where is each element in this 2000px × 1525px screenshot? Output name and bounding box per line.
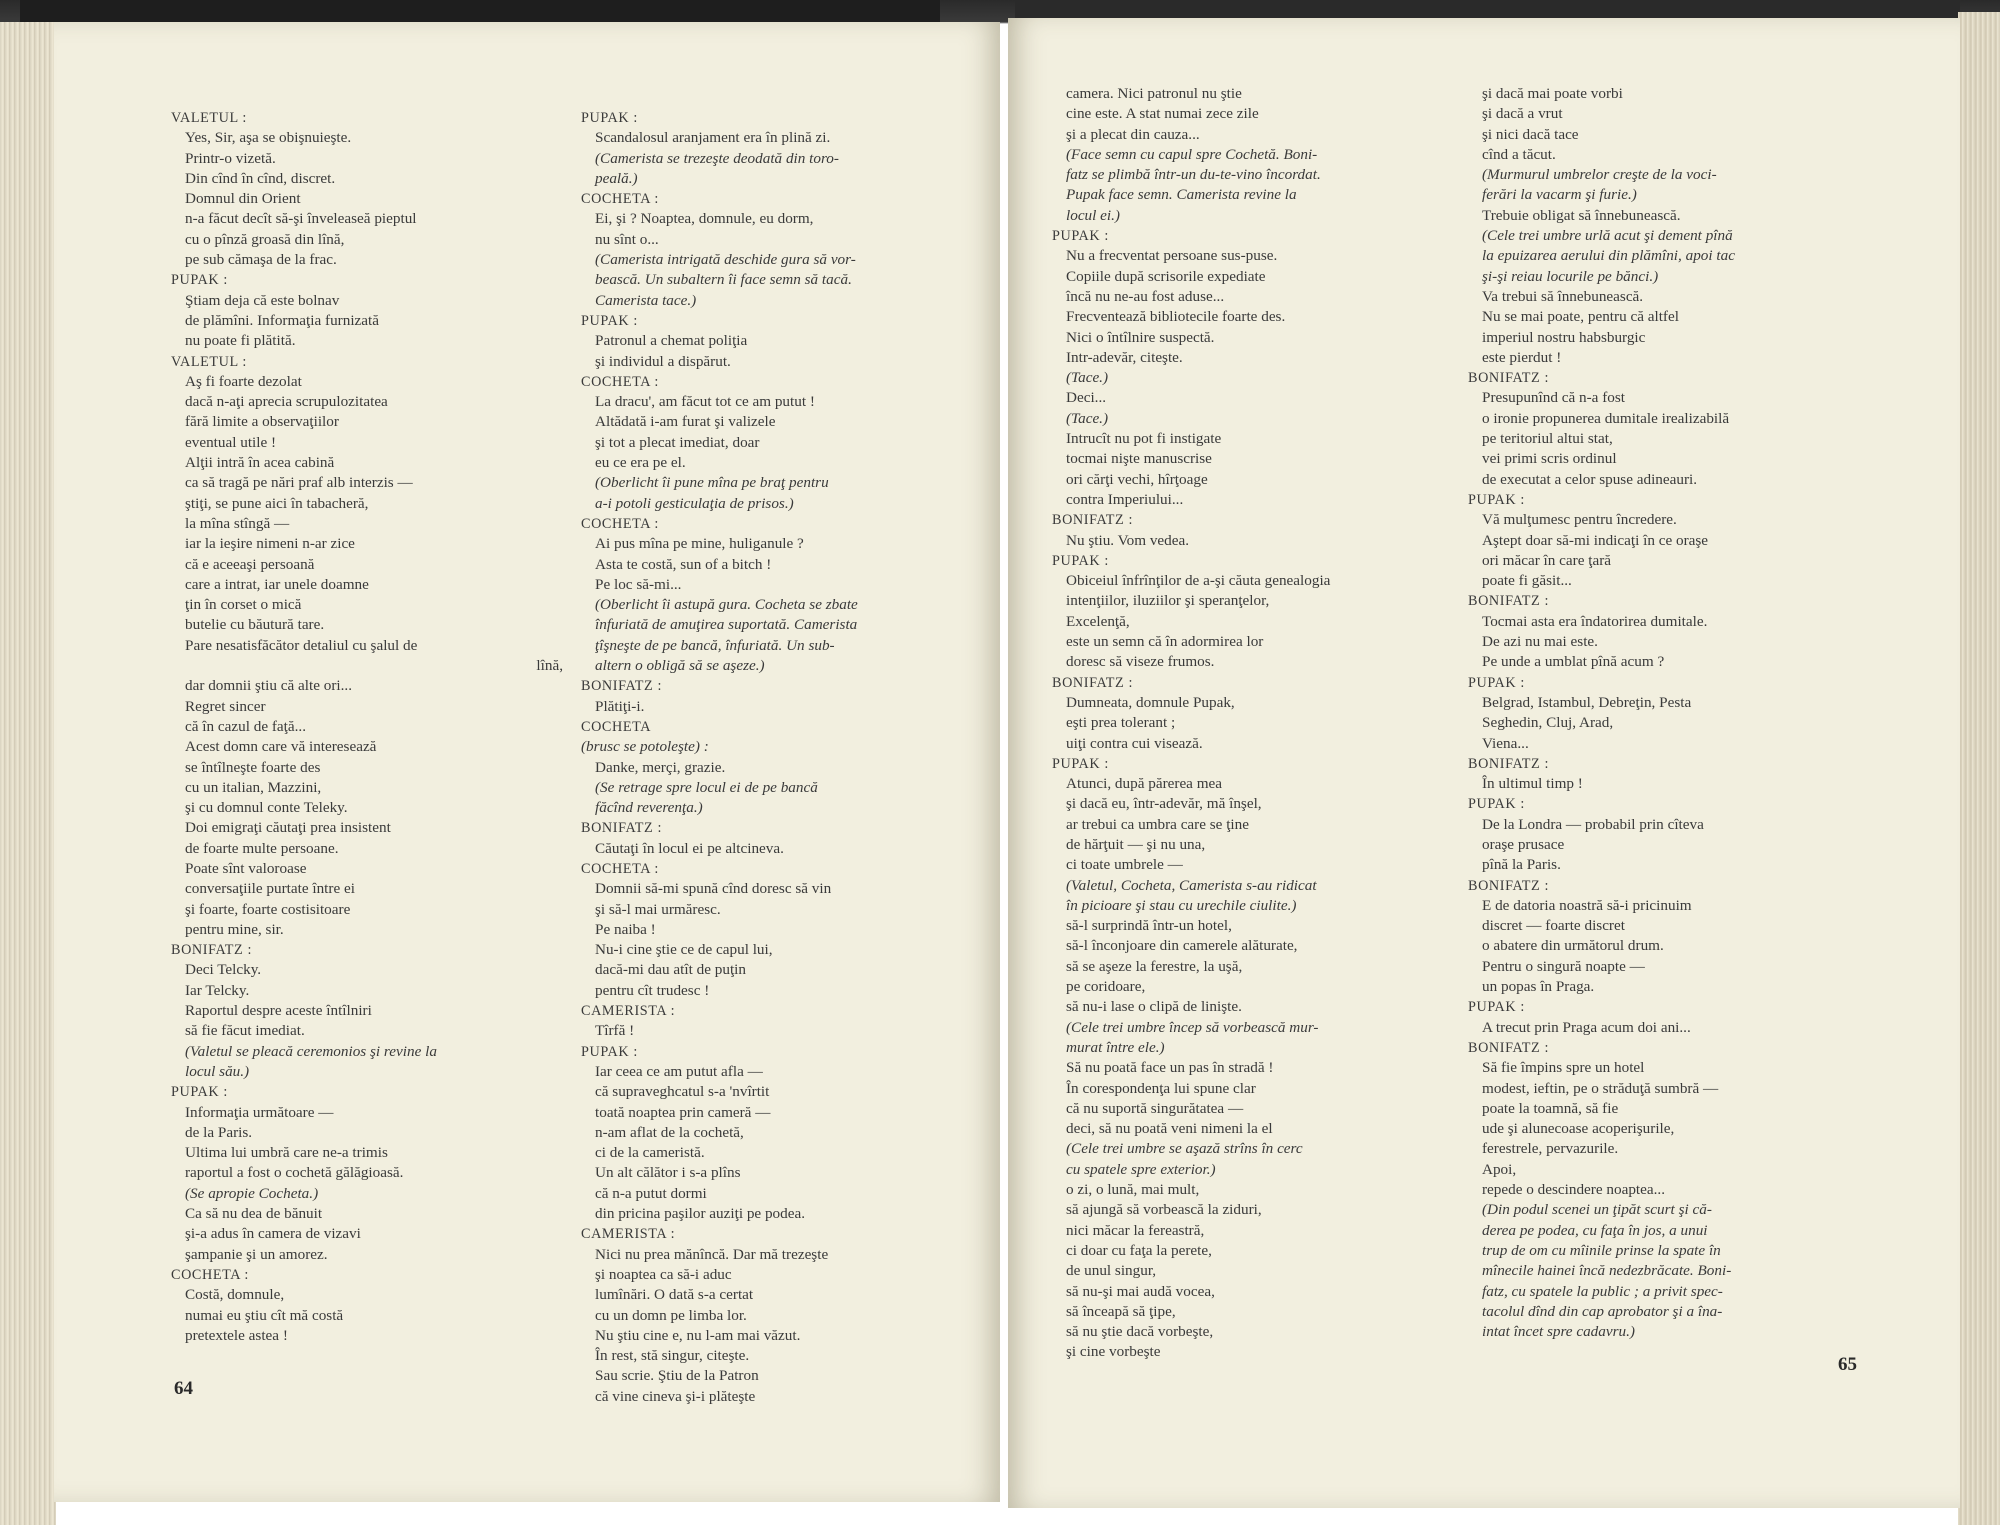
stage-direction: (Oberlicht îi pune mîna pe braţ pentru (595, 474, 829, 492)
dialogue-line: Nu ştiu cine e, nu l-am mai văzut. (595, 1326, 801, 1344)
dialogue-line: Belgrad, Istambul, Debreţin, Pesta (1482, 693, 1692, 711)
stage-direction: ţîşneşte de pe bancă, înfuriată. Un sub- (595, 636, 835, 654)
dialogue-line: În rest, stă singur, citeşte. (595, 1347, 750, 1365)
stage-direction: (Cele trei umbre urlă acut şi dement pînă (1482, 227, 1733, 245)
dialogue-line: iar la ieşire nimeni n-ar zice (185, 535, 355, 553)
stage-direction: bească. Un subaltern îi face semn să tacă. (595, 271, 852, 289)
speaker-name: PUPAK : (1468, 491, 1525, 508)
stage-direction: intat încet spre cadavru.) (1482, 1323, 1635, 1341)
dialogue-line: Atunci, după părerea mea (1066, 775, 1223, 793)
dialogue-line: Ei, şi ? Noaptea, domnule, eu dorm, (595, 210, 814, 228)
dialogue-line: Aş fi foarte dezolat (185, 372, 302, 390)
dialogue-line: pentru mine, sir. (185, 920, 284, 938)
stage-direction: ferări la vacarm şi furie.) (1482, 186, 1637, 204)
dialogue-line: Altădată i-am furat şi valizele (595, 413, 776, 431)
dialogue-line: Să fie împins spre un hotel (1482, 1059, 1645, 1077)
dialogue-line: Tîrfă ! (595, 1022, 635, 1040)
dialogue-line: E de datoria noastră să-i pricinuim (1482, 896, 1692, 914)
speaker-name: PUPAK : (581, 1043, 638, 1060)
dialogue-line: Danke, merçi, grazie. (595, 758, 726, 776)
dialogue-line: un popas în Praga. (1482, 978, 1595, 996)
dialogue-line: de foarte multe persoane. (185, 839, 339, 857)
dialogue-line: ci de la cameristă. (595, 1144, 705, 1162)
right-page-column-2 (1468, 84, 1871, 1342)
stage-direction: (Camerista intrigată deschide gura să vor- (595, 251, 856, 269)
dialogue-line: pe teritoriul altui stat, (1482, 430, 1613, 448)
stage-direction: trup de om cu mîinile prinse la spate în (1482, 1241, 1721, 1259)
dialogue-line: să-l înconjoare din camerele alăturate, (1066, 937, 1298, 955)
stage-direction: cu spatele spre exterior.) (1066, 1160, 1216, 1178)
speaker-name: BONIFATZ : (581, 820, 663, 837)
stage-direction: locul ei.) (1066, 206, 1120, 224)
dialogue-line: să fie făcut imediat. (185, 1022, 305, 1040)
dialogue-line: Regret sincer (185, 697, 266, 715)
dialogue-line: eventual utile ! (185, 433, 277, 451)
stage-direction: Pupak face semn. Camerista revine la (1066, 186, 1297, 204)
dialogue-line: de unul singur, (1066, 1262, 1157, 1280)
stage-direction: locul său.) (185, 1062, 250, 1080)
dialogue-line: Copiile după scrisorile expediate (1066, 267, 1266, 285)
left-page-column-2 (581, 108, 991, 1407)
page-number-left: 64 (174, 1378, 193, 1399)
dialogue-line: n-am aflat de la cochetă, (595, 1123, 744, 1141)
speaker-name: BONIFATZ : (171, 942, 253, 959)
dialogue-line: Poate sînt valoroase (185, 859, 307, 877)
dialogue-line: şi foarte, foarte costisitoare (185, 900, 351, 918)
dialogue-line: Excelenţă, (1066, 612, 1130, 630)
speaker-name: CAMERISTA : (581, 1003, 676, 1020)
dialogue-line: că în cazul de faţă... (185, 717, 307, 735)
dialogue-line: şi dacă mai poate vorbi (1482, 85, 1623, 102)
dialogue-line: Obiceiul înfrînţilor de a-şi căuta genealogia (1066, 572, 1331, 590)
dialogue-line: ferestrele, pervazurile. (1482, 1140, 1619, 1158)
dialogue-line: şi nici dacă tace (1482, 125, 1579, 143)
dialogue-line: să nu-i lase o clipă de linişte. (1066, 998, 1242, 1016)
dialogue-line: dacă-mi dau atît de puţin (595, 961, 746, 979)
dialogue-line: şi dacă a vrut (1482, 105, 1563, 123)
dialogue-line: ori măcar în care ţară (1482, 551, 1612, 569)
dialogue-line: Un alt călător i s-a plîns (595, 1164, 741, 1182)
left-page (54, 22, 1000, 1502)
dialogue-line: De azi nu mai este. (1482, 633, 1598, 651)
dialogue-line: În ultimul timp ! (1482, 775, 1583, 793)
stage-direction: (Tace.) (1066, 369, 1109, 387)
speaker-name: BONIFATZ : (1052, 512, 1134, 529)
stage-direction: (Din podul scenei un ţipăt scurt şi că- (1482, 1201, 1712, 1219)
speaker-name: PUPAK : (1468, 796, 1525, 813)
dialogue-line: să se aşeze la ferestre, la uşă, (1066, 957, 1243, 975)
dialogue-line: pretextele astea ! (185, 1326, 288, 1344)
left-page-column-1 (171, 108, 563, 1346)
dialogue-line: şi cu domnul conte Teleky. (185, 799, 348, 817)
stage-direction: Camerista tace.) (595, 291, 697, 309)
speaker-name: VALETUL : (171, 110, 247, 126)
dialogue-line: la mîna stîngă — (185, 514, 290, 532)
dialogue-line: oraşe prusace (1482, 835, 1565, 853)
dialogue-line: Nu a frecventat persoane sus-puse. (1066, 247, 1278, 265)
stage-direction: (Murmurul umbrelor creşte de la voci- (1482, 166, 1717, 184)
dialogue-line: pînă la Paris. (1482, 856, 1561, 874)
dialogue-line: Deci Telcky. (185, 961, 262, 979)
dialogue-line: camera. Nici patronul nu ştie (1066, 85, 1242, 102)
dialogue-line: poate la toamnă, să fie (1482, 1099, 1619, 1117)
dialogue-line: cînd a tăcut. (1482, 145, 1556, 163)
dialogue-line: care a intrat, iar unele doamne (185, 575, 369, 593)
dialogue-line: discret — foarte discret (1482, 917, 1625, 935)
stage-direction: înfuriată de amuţirea suportată. Camerista (595, 616, 858, 634)
stage-direction: fatz, cu spatele la public ; a privit spec- (1482, 1282, 1723, 1300)
dialogue-line: imperiul nostru habsburgic (1482, 328, 1646, 346)
dialogue-line: Informaţia următoare — (185, 1103, 334, 1121)
dialogue-line: şi individul a dispărut. (595, 352, 731, 370)
dialogue-line: o zi, o lună, mai mult, (1066, 1181, 1200, 1199)
speaker-name: BONIFATZ : (1468, 877, 1550, 894)
dialogue-line: Ultima lui umbră care ne-a trimis (185, 1144, 388, 1162)
dialogue-line: Pare nesatisfăcător detaliul cu şalul de (185, 636, 418, 654)
speaker-name: PUPAK : (1468, 674, 1525, 691)
dialogue-line: Pe loc să-mi... (595, 575, 682, 593)
dialogue-line: Seghedin, Cluj, Arad, (1482, 714, 1614, 732)
speaker-name: PUPAK : (581, 312, 638, 329)
dialogue-line: Să nu poată face un pas în stradă ! (1066, 1059, 1274, 1077)
page-number-right: 65 (1838, 1354, 1857, 1375)
dialogue-line: să nu ştie dacă vorbeşte, (1066, 1323, 1214, 1341)
dialogue-line: şi noaptea ca să-i aduc (595, 1265, 732, 1283)
dialogue-line: Pe naiba ! (595, 920, 656, 938)
dialogue-line: se întîlneşte foarte des (185, 758, 321, 776)
dialogue-line: ci doar cu faţa la perete, (1066, 1241, 1212, 1259)
dialogue-line: cu un italian, Mazzini, (185, 778, 322, 796)
dialogue-line: ţin în corset o mică (185, 596, 302, 614)
stage-direction: tacolul dînd din cap aprobator şi a îna- (1482, 1302, 1723, 1320)
dialogue-line: Trebuie obligat să înnebunească. (1482, 206, 1681, 224)
dialogue-line: conversaţiile purtate între ei (185, 880, 355, 898)
speaker-name: COCHETA : (581, 373, 659, 390)
dialogue-line: încă nu ne-au fost aduse... (1066, 287, 1225, 305)
dialogue-line: eşti prea tolerant ; (1066, 714, 1176, 732)
dialogue-line: Plătiţi-i. (595, 697, 645, 715)
speaker-name: BONIFATZ : (1052, 674, 1134, 691)
dialogue-line: este pierdut ! (1482, 348, 1562, 366)
speaker-name: BONIFATZ : (1468, 370, 1550, 387)
dialogue-line: cine este. A stat numai zece zile (1066, 105, 1259, 123)
dialogue-line: lînă, (536, 657, 563, 675)
dialogue-line: şi a plecat din cauza... (1066, 125, 1200, 143)
dialogue-line: Căutaţi în locul ei pe altcineva. (595, 839, 784, 857)
dialogue-line: şi-a adus în camera de vizavi (185, 1225, 361, 1243)
dialogue-line: Iar Telcky. (185, 981, 250, 999)
dialogue-line: şi tot a plecat imediat, doar (595, 433, 760, 451)
stage-direction: a-i potoli gesticulaţia de prisos.) (595, 494, 794, 512)
dialogue-line: să înceapă să ţipe, (1066, 1302, 1176, 1320)
dialogue-line: nu poate fi plătită. (185, 332, 296, 350)
dialogue-line: n-a făcut decît să-şi înveleaseă pieptul (185, 210, 417, 228)
dialogue-line: deci, să nu poată veni nimeni la el (1066, 1120, 1273, 1138)
dialogue-line: Viena... (1482, 734, 1529, 752)
dialogue-line: Va trebui să înnebunească. (1482, 287, 1644, 305)
dialogue-line: La dracu', am făcut tot ce am putut ! (595, 393, 815, 411)
dialogue-line: Nici o întîlnire suspectă. (1066, 328, 1215, 346)
dialogue-line: dacă n-aţi aprecia scrupulozitatea (185, 393, 388, 411)
dialogue-line: Alţii intră în acea cabină (185, 454, 335, 472)
dialogue-line: eu ce era pe el. (595, 454, 686, 472)
dialogue-line: că n-a putut dormi (595, 1184, 707, 1202)
dialogue-line: o abatere din următorul drum. (1482, 937, 1664, 955)
stage-direction: (Se retrage spre locul ei de pe bancă (595, 778, 818, 796)
dialogue-line: că supraveghcatul s-a 'nvîrtit (595, 1083, 770, 1101)
dialogue-line: A trecut prin Praga acum doi ani... (1482, 1018, 1691, 1036)
stage-direction: (Camerista se trezeşte deodată din toro- (595, 149, 839, 167)
dialogue-line: pe sub cămaşa de la frac. (185, 251, 337, 269)
speaker-name: PUPAK : (581, 110, 638, 126)
dialogue-line: ude şi alunecoase acoperişurile, (1482, 1120, 1675, 1138)
stage-direction: (Face semn cu capul spre Cochetă. Boni- (1066, 145, 1318, 163)
right-page (1008, 18, 1960, 1508)
dialogue-line: Frecventează bibliotecile foarte des. (1066, 308, 1286, 326)
dialogue-line: Scandalosul aranjament era în plină zi. (595, 129, 831, 147)
book-cover-top-right (1015, 0, 1960, 20)
dialogue-line: Iar ceea ce am putut afla — (595, 1062, 763, 1080)
dialogue-line: Raportul despre aceste întîlniri (185, 1002, 372, 1020)
dialogue-line: Asta te costă, sun of a bitch ! (595, 555, 772, 573)
dialogue-line: şampanie şi un amorez. (185, 1245, 328, 1263)
dialogue-line: Dumneata, domnule Pupak, (1066, 693, 1235, 711)
dialogue-line: o ironie propunerea dumitale irealizabilă (1482, 409, 1730, 427)
dialogue-line: Presupunînd că n-a fost (1482, 389, 1625, 407)
speaker-name: PUPAK : (171, 1084, 228, 1101)
speaker-name: COCHETA : (171, 1266, 249, 1283)
dialogue-line: Intrucît nu pot fi instigate (1066, 430, 1222, 448)
dialogue-line: să ajungă să vorbească la ziduri, (1066, 1201, 1262, 1219)
dialogue-line: ar trebui ca umbra care se ţine (1066, 815, 1249, 833)
dialogue-line: Nu se mai poate, pentru că altfel (1482, 308, 1679, 326)
dialogue-line: Tocmai asta era îndatorirea dumitale. (1482, 612, 1708, 630)
dialogue-line: Printr-o vizetă. (185, 149, 276, 167)
stage-direction: derea pe podea, cu faţa în jos, a unui (1482, 1221, 1708, 1239)
speaker-name: PUPAK : (1052, 755, 1109, 772)
stage-direction: peală.) (595, 169, 638, 187)
dialogue-line: nici măcar la fereastră, (1066, 1221, 1205, 1239)
dialogue-line: Aştept doar să-mi indicaţi în ce oraşe (1482, 531, 1709, 549)
dialogue-line: de executat a celor spuse adineauri. (1482, 470, 1698, 488)
stage-direction: (Valetul, Cocheta, Camerista s-au ridicat (1066, 876, 1317, 894)
speaker-name: PUPAK : (171, 272, 228, 289)
dialogue-line: Domnii să-mi spună cînd doresc să vin (595, 880, 832, 898)
dialogue-line: numai eu ştiu cît mă costă (185, 1306, 344, 1324)
stage-direction: mînecile hainei încă nedezbrăcate. Boni- (1482, 1262, 1732, 1280)
dialogue-line: toată noaptea prin cameră — (595, 1103, 771, 1121)
dialogue-line: În corespondenţa lui spune clar (1066, 1079, 1256, 1097)
dialogue-line: Pentru o singură noapte — (1482, 957, 1645, 975)
dialogue-line: Apoi, (1482, 1160, 1517, 1178)
dialogue-line: Costă, domnule, (185, 1286, 285, 1304)
dialogue-line: Din cînd în cînd, discret. (185, 169, 336, 187)
dialogue-line: Pe unde a umblat pînă acum ? (1482, 653, 1665, 671)
dialogue-line: de hărţuit — şi nu una, (1066, 835, 1206, 853)
dialogue-line: Domnul din Orient (185, 190, 301, 208)
dialogue-line: Ştiam deja că este bolnav (185, 291, 340, 309)
dialogue-line: că nu suportă singurătatea — (1066, 1099, 1244, 1117)
dialogue-line: şi cine vorbeşte (1066, 1343, 1161, 1361)
speaker-name: BONIFATZ : (1468, 593, 1550, 610)
dialogue-line: de plămîni. Informaţia furnizată (185, 311, 379, 329)
stage-direction: altern o obligă să se aşeze.) (595, 657, 765, 675)
dialogue-line: că e aceeaşi persoană (185, 555, 315, 573)
dialogue-line: este un semn că în adormirea lor (1066, 633, 1264, 651)
dialogue-line: nu sînt o... (595, 230, 659, 248)
dialogue-line: şi să-l mai urmăresc. (595, 900, 721, 918)
speaker-name: PUPAK : (1052, 228, 1109, 245)
dialogue-line: Deci... (1066, 389, 1107, 407)
speaker-name: BONIFATZ : (1468, 755, 1550, 772)
stage-direction: (Valetul se pleacă ceremonios şi revine la (185, 1042, 437, 1060)
dialogue-line: Ca să nu dea de bănuit (185, 1205, 323, 1223)
stage-direction: (Oberlicht îi astupă gura. Cocheta se zbate (595, 596, 858, 614)
dialogue-line: modest, ieftin, pe o străduţă sumbră — (1482, 1079, 1719, 1097)
stage-direction: fatz se plimbă într-un du-te-vino încordat. (1066, 166, 1321, 184)
dialogue-line: raportul a fost o cochetă gălăgioasă. (185, 1164, 404, 1182)
dialogue-line: lumînări. O dată s-a certat (595, 1286, 754, 1304)
dialogue-line: ci toate umbrele — (1066, 856, 1183, 874)
dialogue-line: Nu ştiu. Vom vedea. (1066, 531, 1190, 549)
stage-direction: (Tace.) (1066, 409, 1109, 427)
dialogue-line: repede o descindere noaptea... (1482, 1181, 1665, 1199)
dialogue-line: Nici nu prea mănîncă. Dar mă trezeşte (595, 1245, 829, 1263)
speaker-name: VALETUL : (171, 353, 247, 370)
dialogue-line: ca să tragă pe nări praf alb interzis — (185, 474, 413, 492)
dialogue-line: dar domnii ştiu că alte ori... (185, 677, 353, 695)
dialogue-line: să nu-şi mai audă vocea, (1066, 1282, 1215, 1300)
stage-direction: murat între ele.) (1066, 1038, 1165, 1056)
dialogue-line: contra Imperiului... (1066, 490, 1184, 508)
speaker-name: CAMERISTA : (581, 1226, 676, 1243)
dialogue-line: cu un domn pe limba lor. (595, 1306, 747, 1324)
dialogue-line: doresc să viseze frumos. (1066, 653, 1215, 671)
dialogue-line: şi dacă eu, într-adevăr, mă înşel, (1066, 795, 1262, 813)
stage-direction: (Cele trei umbre se aşază strîns în cerc (1066, 1140, 1303, 1158)
dialogue-line: De la Londra — probabil prin cîteva (1482, 815, 1704, 833)
dialogue-line: Yes, Sir, aşa se obişnuieşte. (185, 129, 352, 147)
dialogue-line: cu o pînză groasă din lînă, (185, 230, 345, 248)
dialogue-line: Acest domn care vă interesează (185, 738, 377, 756)
dialogue-line: Nu-i cine ştie ce de capul lui, (595, 941, 773, 959)
right-page-column-1 (1052, 84, 1456, 1363)
dialogue-line: Doi emigraţi căutaţi prea insistent (185, 819, 391, 837)
dialogue-line: Ai pus mîna pe mine, huliganule ? (595, 535, 804, 553)
dialogue-line: butelie cu băutură tare. (185, 616, 325, 634)
dialogue-line: Intr-adevăr, citeşte. (1066, 348, 1183, 366)
speaker-name: COCHETA (581, 718, 652, 735)
dialogue-line: pe coridoare, (1066, 978, 1146, 996)
dialogue-line: Patronul a chemat poliţia (595, 332, 748, 350)
speaker-name: COCHETA : (581, 191, 659, 208)
speaker-name: PUPAK : (1052, 552, 1109, 569)
dialogue-line: ştiţi, se pune aici în tabacheră, (185, 494, 369, 512)
dialogue-line: poate fi găsit... (1482, 572, 1572, 590)
speaker-name: COCHETA : (581, 860, 659, 877)
dialogue-line: pentru cît trudesc ! (595, 981, 710, 999)
speaker-name: COCHETA : (581, 515, 659, 532)
stage-direction: la epuizarea aerului din plămîni, apoi tac (1482, 247, 1735, 265)
dialogue-line: intenţiilor, iluziilor şi speranţelor, (1066, 592, 1270, 610)
stage-direction: şi-şi reiau locurile pe bănci.) (1482, 267, 1659, 285)
dialogue-line: fără limite a observaţiilor (185, 413, 339, 431)
dialogue-line: din pricina paşilor auziţi pe podea. (595, 1205, 806, 1223)
book-edge-left (0, 22, 56, 1525)
dialogue-line: de la Paris. (185, 1123, 253, 1141)
stage-direction: (brusc se potoleşte) : (581, 738, 709, 756)
dialogue-line: vei primi scris ordinul (1482, 450, 1617, 468)
book-edge-right (1958, 12, 2000, 1525)
speaker-name: PUPAK : (1468, 999, 1525, 1016)
stage-direction: făcînd reverenţa.) (595, 799, 703, 817)
dialogue-line: ori cărţi vechi, hîrţoage (1066, 470, 1208, 488)
dialogue-line: să-l surprindă într-un hotel, (1066, 917, 1232, 935)
dialogue-line: că vine cineva şi-i plăteşte (595, 1387, 756, 1405)
speaker-name: BONIFATZ : (1468, 1039, 1550, 1056)
dialogue-line: Sau scrie. Ştiu de la Patron (595, 1367, 759, 1385)
stage-direction: (Cele trei umbre încep să vorbească mur- (1066, 1018, 1319, 1036)
dialogue-line: uiţi contra cui visează. (1066, 734, 1203, 752)
speaker-name: BONIFATZ : (581, 678, 663, 695)
dialogue-line: Vă mulţumesc pentru încredere. (1482, 511, 1677, 529)
stage-direction: (Se apropie Cocheta.) (185, 1184, 319, 1202)
dialogue-line: tocmai nişte manuscrise (1066, 450, 1212, 468)
stage-direction: în picioare şi stau cu urechile ciulite.) (1066, 896, 1297, 914)
